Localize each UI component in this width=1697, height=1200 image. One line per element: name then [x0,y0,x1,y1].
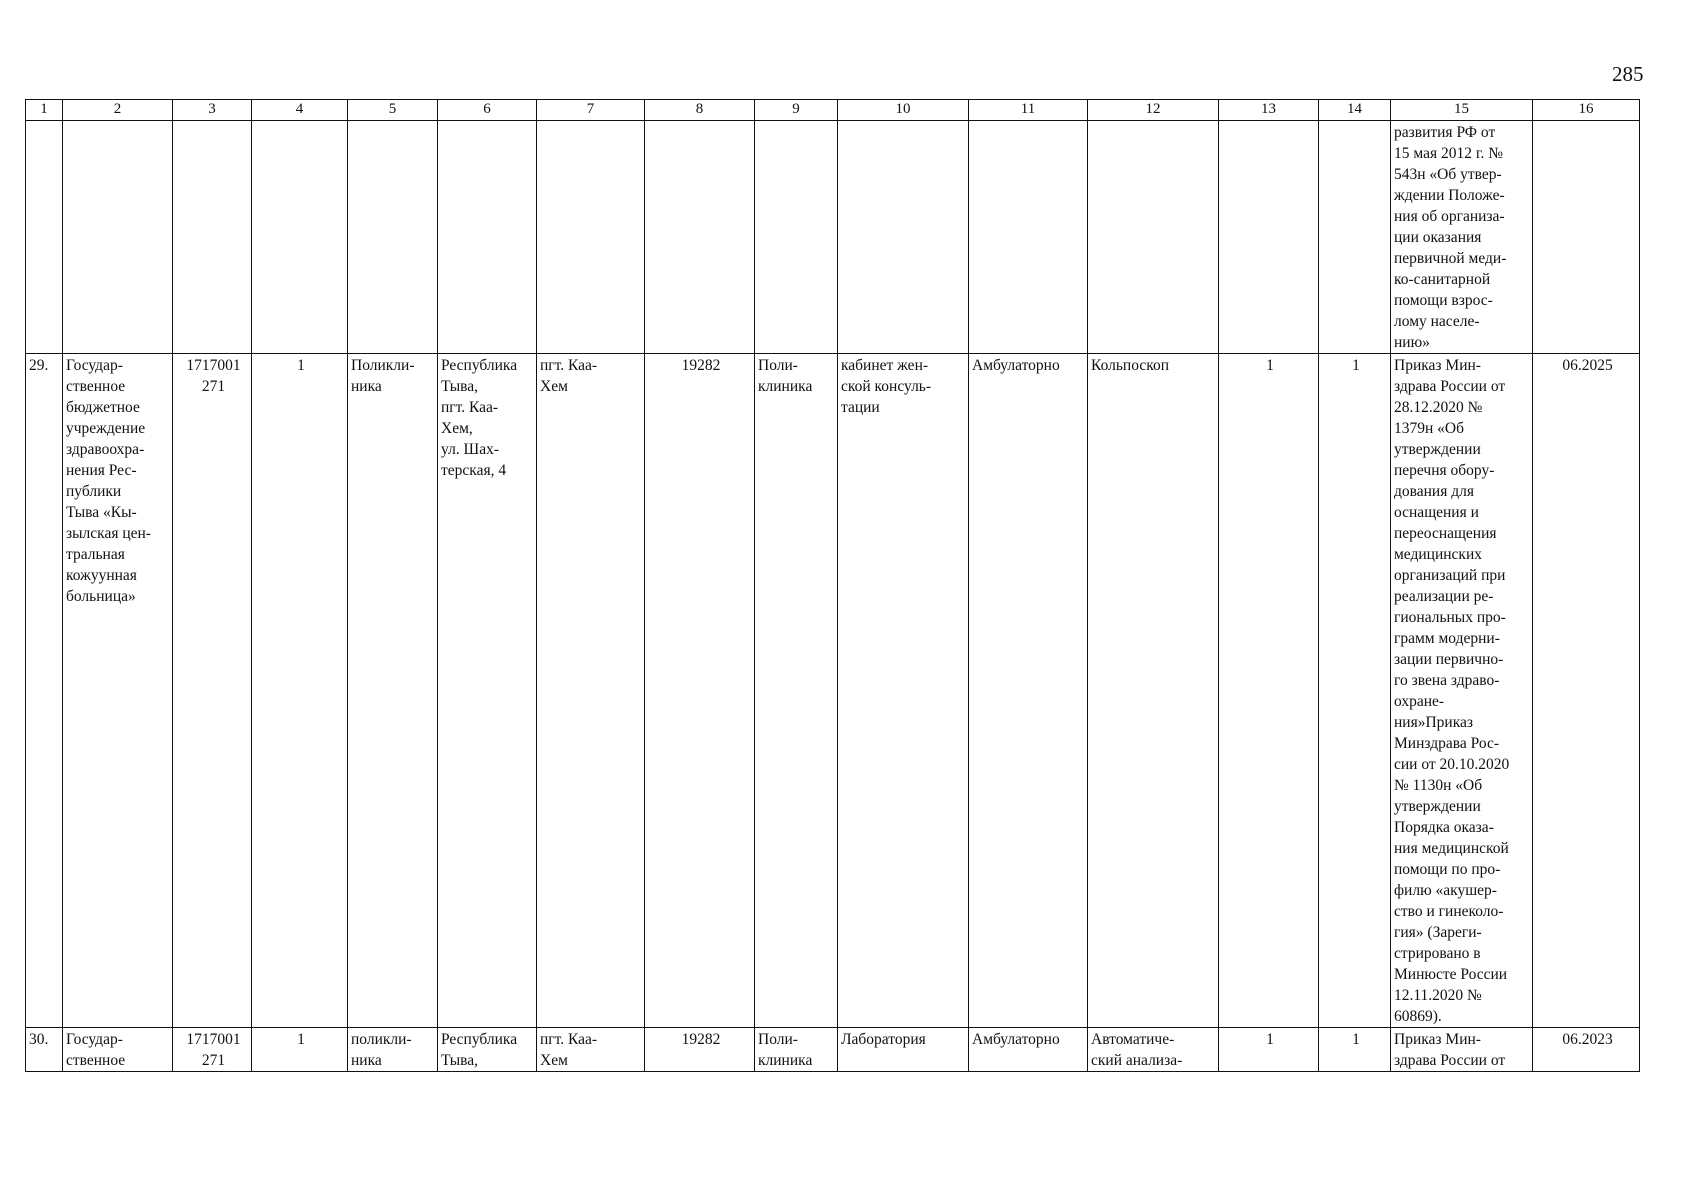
column-number: 5 [348,100,438,121]
quantity-cell: 1 [1319,1028,1391,1072]
column-number: 13 [1219,100,1319,121]
empty-cell [438,121,537,354]
continuation-row [26,121,1640,354]
empty-cell [173,121,252,354]
count-cell: 1 [252,1028,348,1072]
regulation-text-cell: развития РФ от 15 мая 2012 г. № 543н «Об утвер- ждении Положе- ния об организа- ции оказания первичной меди- ко-санитарной помощи взрос- лому населе- нию» [1391,121,1533,354]
quantity-cell: 1 [1219,1028,1319,1072]
regulation-text-cell: Приказ Мин- здрава России от [1391,1028,1533,1072]
row-number-cell: 29. [26,354,63,1028]
department-cell: кабинет жен- ской консуль- тации [838,354,969,1028]
empty-cell [26,121,63,354]
empty-cell [645,121,755,354]
count-cell: 1 [252,354,348,1028]
column-number: 7 [537,100,645,121]
empty-cell [1533,121,1640,354]
unit-type-cell: поликли- ника [348,1028,438,1072]
department-cell: Лаборатория [838,1028,969,1072]
code-cell: 19282 [645,1028,755,1072]
quantity-cell: 1 [1219,354,1319,1028]
empty-cell [755,121,838,354]
address-cell: Республика Тыва, [438,1028,537,1072]
code-cell: 19282 [645,354,755,1028]
code-cell: 1717001 271 [173,1028,252,1072]
empty-cell [1319,121,1391,354]
column-number: 16 [1533,100,1640,121]
column-number: 10 [838,100,969,121]
unit-type-cell: Поли- клиника [755,1028,838,1072]
empty-cell [252,121,348,354]
date-cell: 06.2025 [1533,354,1640,1028]
column-number: 14 [1319,100,1391,121]
table-row [26,354,1640,1028]
code-cell: 1717001 271 [173,354,252,1028]
column-number: 8 [645,100,755,121]
column-number: 4 [252,100,348,121]
column-number: 6 [438,100,537,121]
equipment-cell: Автоматиче- ский анализа- [1088,1028,1219,1072]
organization-name-cell: Государ- ственное бюджетное учреждение здравоохра- нения Рес- публики Тыва «Кы- зылская цен- тральная кожуунная больница» [63,354,173,1028]
empty-cell [1219,121,1319,354]
row-number-cell: 30. [26,1028,63,1072]
column-number: 9 [755,100,838,121]
care-condition-cell: Амбулаторно [969,354,1088,1028]
equipment-table [25,99,1640,1072]
empty-cell [838,121,969,354]
column-number-row [26,100,1640,121]
column-number: 1 [26,100,63,121]
quantity-cell: 1 [1319,354,1391,1028]
organization-name-cell: Государ- ственное [63,1028,173,1072]
column-number: 15 [1391,100,1533,121]
unit-type-cell: Поли- клиника [755,354,838,1028]
regulation-text-cell: Приказ Мин- здрава России от 28.12.2020 № 1379н «Об утверждении перечня обору- дования для оснащения и переоснащения медицинских организаций при реализации ре- гиональных про- грамм модерни- зации первично- го звена здраво- охране- ния»Приказ Минздрава Рос- сии от 20.10.2020 № 1130н «Об утверждении Порядка оказа- ния медицинской помощи по про- филю «акушер- ство и гинеколо- гия» (Зареги- стрировано в Минюсте России 12.11.2020 № 60869). [1391,354,1533,1028]
address-cell: Республика Тыва, пгт. Каа- Хем, ул. Шах- терская, 4 [438,354,537,1028]
page-number: 285 [1612,62,1644,86]
column-number: 12 [1088,100,1219,121]
settlement-cell: пгт. Каа- Хем [537,354,645,1028]
empty-cell [969,121,1088,354]
table-row [26,1028,1640,1072]
empty-cell [63,121,173,354]
empty-cell [537,121,645,354]
empty-cell [348,121,438,354]
care-condition-cell: Амбулаторно [969,1028,1088,1072]
column-number: 2 [63,100,173,121]
date-cell: 06.2023 [1533,1028,1640,1072]
empty-cell [1088,121,1219,354]
unit-type-cell: Поликли- ника [348,354,438,1028]
column-number: 3 [173,100,252,121]
settlement-cell: пгт. Каа- Хем [537,1028,645,1072]
equipment-cell: Кольпоскоп [1088,354,1219,1028]
column-number: 11 [969,100,1088,121]
